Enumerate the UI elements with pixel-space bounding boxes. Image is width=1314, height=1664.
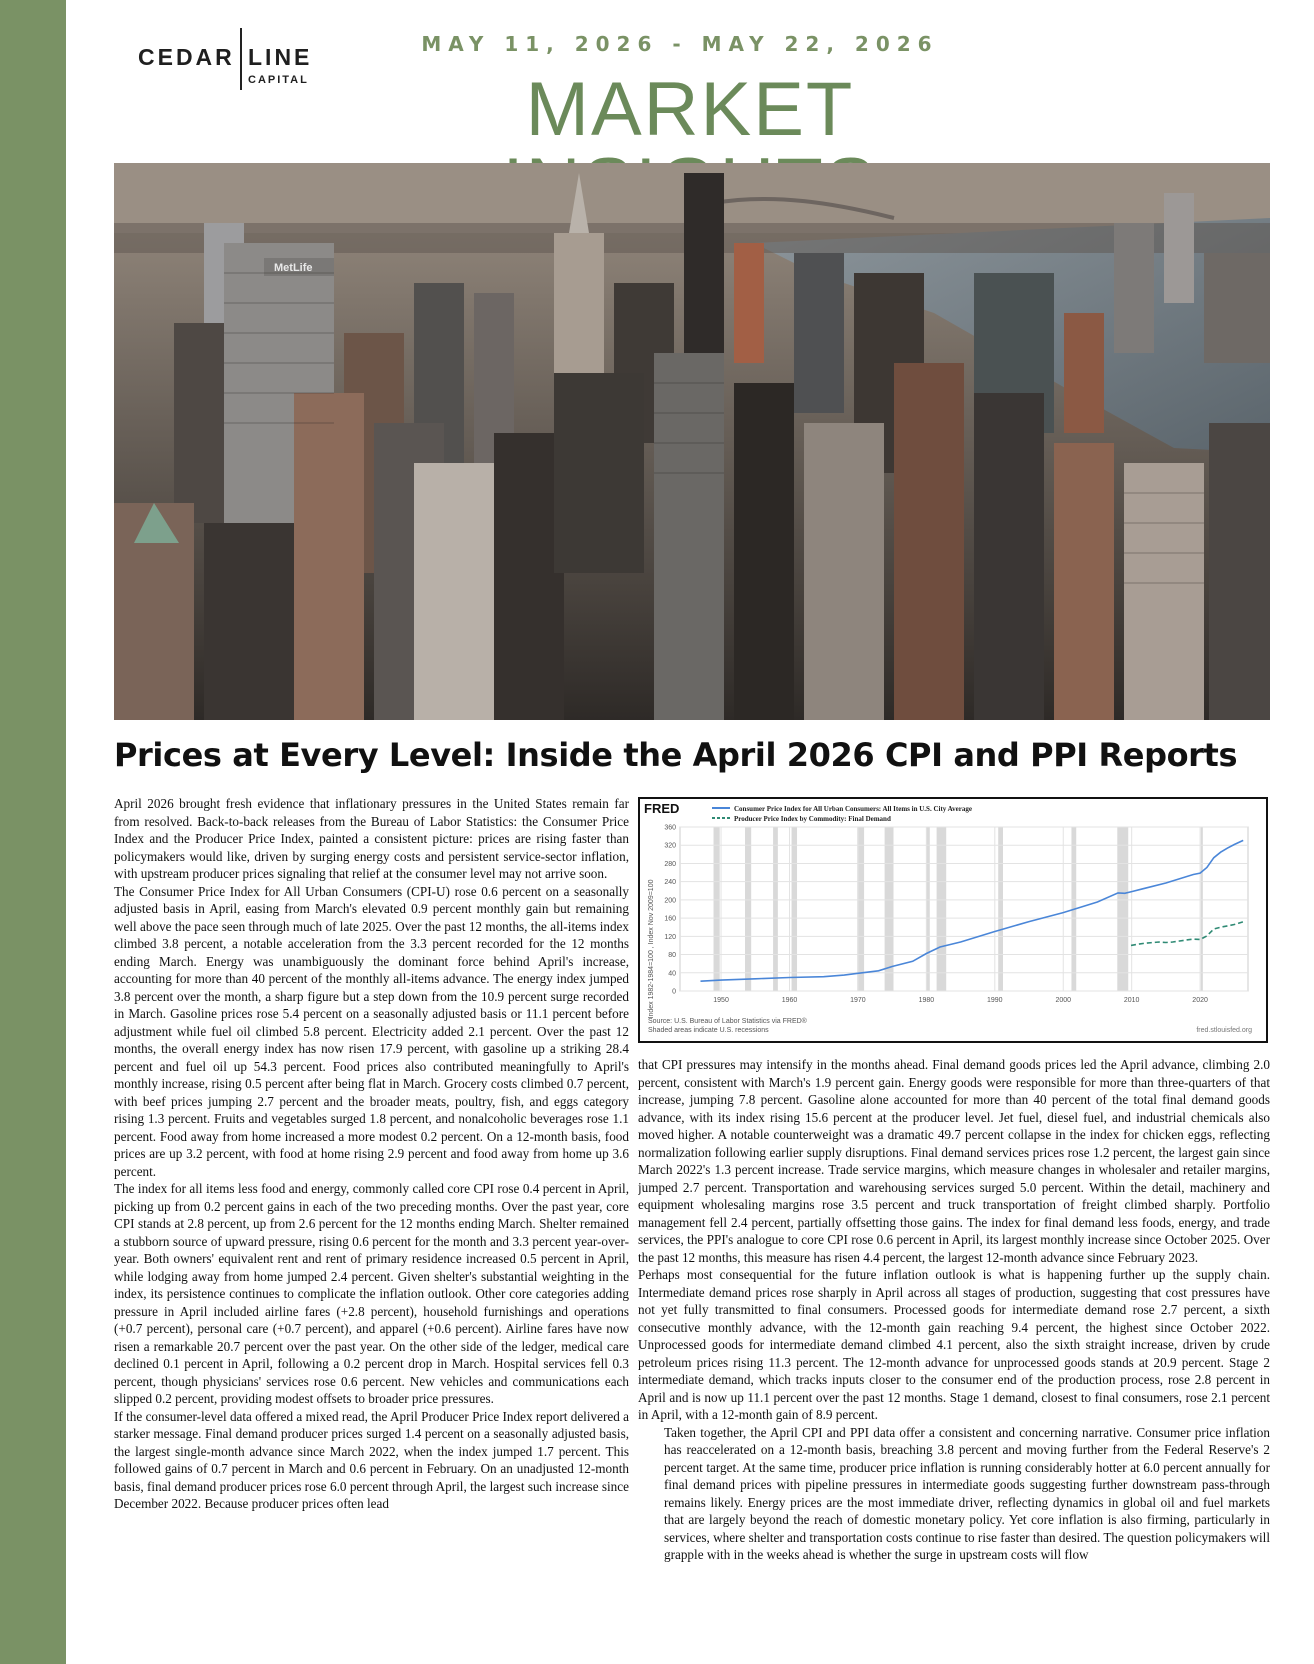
logo-word-cedar: CEDAR <box>138 44 235 70</box>
logo-word-capital: CAPITAL <box>248 74 309 86</box>
article-headline: Prices at Every Level: Inside the April 2026 CPI and PPI Reports <box>114 736 1238 774</box>
legend-cpi-label: Consumer Price Index for All Urban Consumers: All Items in U.S. City Average <box>734 805 972 813</box>
date-range: MAY 11, 2026 - MAY 22, 2026 <box>421 32 939 56</box>
recession-band <box>998 827 1003 991</box>
y-tick-label: 160 <box>664 915 676 923</box>
x-tick-label: 2000 <box>1055 997 1072 1004</box>
recession-band <box>926 827 929 991</box>
side-accent-bar <box>0 0 66 1664</box>
recession-band <box>1201 827 1203 991</box>
y-tick-label: 40 <box>668 970 676 978</box>
y-tick-label: 240 <box>664 879 676 887</box>
source-line-2: Shaded areas indicate U.S. recessions <box>648 1027 769 1034</box>
x-tick-label: 1950 <box>713 997 729 1004</box>
x-tick-label: 2010 <box>1123 997 1140 1004</box>
y-axis-label: Index 1982-1984=100 , Index Nov 2009=100 <box>648 879 655 1019</box>
x-tick-label: 2020 <box>1192 997 1208 1004</box>
article-paragraph: The index for all items less food and energy, commonly called core CPI rose 0.4 percent in April, picking up from 0.2 percent gains in each of the two preceding months. Over the past year, core CPI stands at 2.8 percent, up from 2.6 percent for the 12 months ending March. Shelter remained a stubborn source of upward pressure, rising 0.6 percent for the month and 3.3 percent year-over-year. Both owners' equivalent rent and rent of primary residence increased 0.5 percent in April, while lodging away from home jumped 2.4 percent. Given shelter's substantial weighting in the index, its persistence continues to complicate the inflation outlook. Other core categories adding pressure in April included airline fares (+2.8 percent), household furnishings and operations (+0.7 percent), personal care (+0.7 percent), and apparel (+0.6 percent). Airline fares have now risen a remarkable 20.7 percent over the past year. On the other side of the ledger, medical care declined 0.1 percent in April, following a 0.2 percent drop in March. Hospital services fell 0.3 percent, though physicians' services rose 0.6 percent. New vehicles and communications each slipped 0.2 percent, providing modest offsets to broader price pressures. <box>114 1181 629 1406</box>
article-paragraph: Taken together, the April CPI and PPI data offer a consistent and concerning narrative. Consumer price inflation has reaccelerated on a 12-month basis, breaching 3.8 percent and moving further from the Federal Reserve's 2 percent target. At the same time, producer price inflation is running considerably hotter at 6.0 percent annually for final demand prices with pipeline pressures in intermediate goods suggesting further downstream pass-through remains likely. Energy prices are the most immediate driver, reflecting dynamics in global oil and fuel markets that are largely beyond the reach of domestic monetary policy. Yet core inflation is also firming, particularly in services, where shelter and transportation costs continue to rise faster than desired. The question policymakers will grapple with in the weeks ahead is whether the surge in upstream costs will flow <box>664 1424 1270 1562</box>
logo-word-line: LINE <box>248 44 313 70</box>
x-tick-label: 1990 <box>987 997 1003 1004</box>
y-tick-label: 120 <box>664 933 676 941</box>
source-line-1: Source: U.S. Bureau of Labor Statistics via FRED® <box>648 1018 807 1025</box>
recession-band <box>773 827 778 991</box>
recession-band <box>937 827 947 991</box>
masthead-title: MARKET <box>525 67 855 152</box>
y-tick-label: 320 <box>664 842 676 850</box>
article-paragraph: that CPI pressures may intensify in the months ahead. Final demand goods prices led the April advance, climbing 2.0 percent, consistent with March's 1.9 percent gain. Energy goods were responsible for more than three-quarters of that increase, jumping 7.8 percent. Gasoline alone accounted for more than 40 percent of the total final demand goods advance, with its index rising 15.6 percent at the producer level. Jet fuel, diesel fuel, and industrial chemicals also moved higher. A notable counterweight was a dramatic 49.7 percent collapse in the index for chicken eggs, reflecting normalization following earlier supply disruptions. Final demand services prices rose 1.2 percent, the largest gain since March 2022's 1.3 percent increase. Trade service margins, which measure changes in wholesaler and retailer margins, jumped 2.7 percent. Transportation and warehousing services surged 5.0 percent. Within the detail, machinery and equipment wholesaling margins rose 3.5 percent and truck transportation of freight climbed sharply. Portfolio management fell 2.4 percent, partially offsetting those gains. The index for final demand less foods, energy, and trade services, the PPI's analogue to core CPI rose 0.6 percent in April, its largest monthly increase since October 2025. Over the past 12 months, this measure has risen 4.4 percent, the largest 12-month advance since February 2023. <box>638 1057 1270 1265</box>
y-tick-label: 80 <box>668 952 676 960</box>
y-tick-label: 200 <box>664 897 676 905</box>
article-column-right <box>638 1056 1270 1664</box>
city-skyline-photo <box>114 163 1270 720</box>
cedar-line-logo <box>138 28 318 90</box>
legend-ppi-label: Producer Price Index by Commodity: Final Demand <box>734 815 891 823</box>
article-paragraph: If the consumer-level data offered a mixed read, the April Producer Price Index report delivered a starker message. Final demand producer prices surged 1.4 percent on a seasonally adjusted basis, the largest single-month advance since March 2022, when the index jumped 1.7 percent. This followed gains of 0.7 percent in March and 0.6 percent in February. On an unadjusted 12-month basis, final demand producer prices rose 6.0 percent through April, the largest such increase since December 2022. Because producer prices often lead <box>114 1408 629 1511</box>
x-tick-label: 1980 <box>918 997 935 1004</box>
recession-band <box>714 827 720 991</box>
article-paragraph: The Consumer Price Index for All Urban Consumers (CPI-U) rose 0.6 percent on a seasonally adjusted basis in April, easing from March's elevated 0.9 percent monthly gain but remaining well above the pace seen through much of late 2025. Over the past 12 months, the all-items index climbed 3.8 percent, a notable acceleration from the 3.3 percent recorded for the 12 months ending March. Energy was unambiguously the dominant force behind April's increase, accounting for more than 40 percent of the monthly all-items advance. The energy index jumped 3.8 percent over the month, a sharp figure but a step down from the 10.9 percent surge recorded in March. Gasoline prices rose 5.4 percent on a seasonally adjusted basis or 11.1 percent before adjustment while fuel oil climbed 5.8 percent. Electricity added 2.1 percent. Over the past 12 months, the overall energy index has now risen 17.9 percent, with gasoline up a striking 28.4 percent and fuel oil up 54.3 percent. Food prices also contributed meaningfully to April's monthly increase, rising 0.5 percent after being flat in March. Grocery costs climbed 0.7 percent, with beef prices jumping 2.7 percent and the broader meats, poultry, fish, and eggs category rising 1.3 percent. Fruits and vegetables surged 1.8 percent, and nonalcoholic beverages rose 1.1 percent. Food away from home increased a more modest 0.2 percent. On a 12-month basis, food prices are up 3.2 percent, with food at home rising 2.9 percent and food away from home up 3.6 percent. <box>114 883 629 1179</box>
logo-divider <box>240 28 242 90</box>
recession-band <box>745 827 751 991</box>
y-tick-label: 280 <box>664 860 676 868</box>
plot-area <box>680 827 1248 991</box>
metlife-sign-text: MetLife <box>274 262 313 274</box>
fred-chart <box>638 797 1268 1043</box>
recession-band <box>792 827 797 991</box>
fred-url: fred.stlouisfed.org <box>1196 1027 1252 1034</box>
y-tick-label: 360 <box>664 824 676 832</box>
article-paragraph: Perhaps most consequential for the future inflation outlook is what is happening further up the supply chain. Intermediate demand prices rose sharply in April across all stages of production, suggesting that cost pressures have not yet fully transmitted to final consumers. Processed goods for intermediate demand rose 2.7 percent, a sixth consecutive monthly advance, with the 12-month gain reaching 9.4 percent, the highest since October 2022. Unprocessed goods for intermediate demand climbed 4.1 percent, also the sixth straight increase, driven by crude petroleum prices rising 11.3 percent. The 12-month advance for unprocessed goods stands at 20.9 percent. Stage 2 intermediate demand, which tracks inputs closer to the consumer end of the production process, rose 2.8 percent in April and is now up 11.1 percent over the past 12 months. Stage 1 demand, closest to final consumers, rose 2.1 percent in April, with a 12-month gain of 8.9 percent. <box>638 1267 1270 1422</box>
article-column-left <box>114 795 629 1664</box>
y-tick-label: 0 <box>672 988 676 996</box>
x-tick-label: 1970 <box>850 997 866 1004</box>
article-paragraph: April 2026 brought fresh evidence that inflationary pressures in the United States remain far from resolved. Back-to-back releases from the Bureau of Labor Statistics: the Consumer Price Index and the Producer Price Index, painted a consistent picture: prices are rising faster than policymakers would like, driven by surging energy costs and persistent service-sector inflation, with upstream producer prices signaling that relief at the consumer level may not arrive soon. <box>114 796 629 881</box>
recession-band <box>1117 827 1128 991</box>
x-tick-label: 1960 <box>781 997 798 1004</box>
fred-brand-text: FRED <box>644 801 680 816</box>
